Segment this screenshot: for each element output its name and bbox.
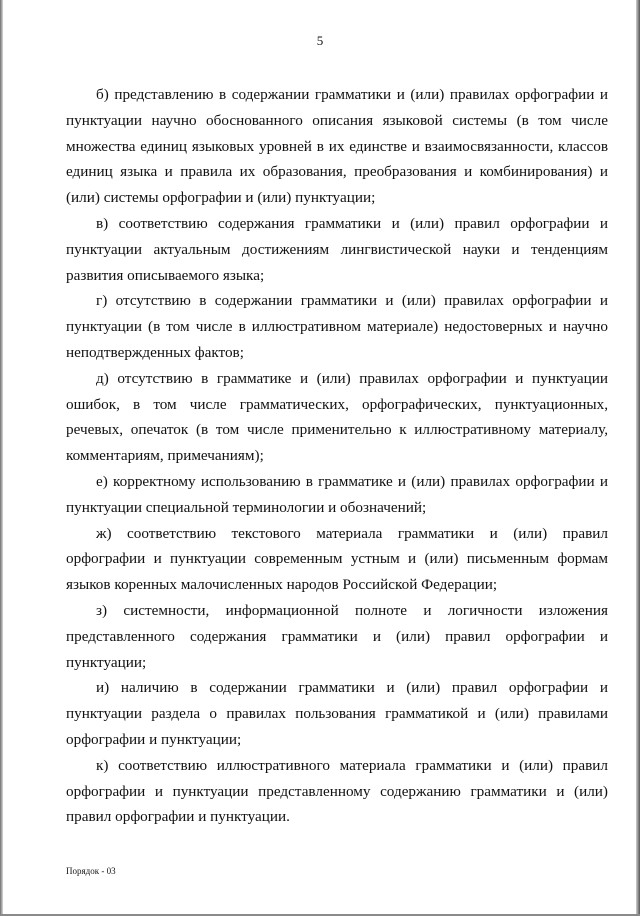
paragraph-zh: ж) соответствию текстового материала грамматики и (или) правил орфографии и пунктуации современным устным и (или) письменным формам языков коренных малочисленных народов Российской Федерации; (66, 524, 608, 594)
paragraph-k: к) соответствию иллюстративного материала грамматики и (или) правил орфографии и пунктуации представленному содержанию грамматики и (или) правил орфографии и пунктуации. (66, 756, 608, 826)
paragraph-e: е) корректному использованию в грамматике и (или) правилах орфографии и пунктуации специальной терминологии и обозначений; (66, 472, 608, 516)
footer-document-code: Порядок - 03 (66, 866, 116, 876)
paragraph-g: г) отсутствию в содержании грамматики и (или) правилах орфографии и пунктуации (в том числе в иллюстративном материале) недостоверных и научно неподтвержденных фактов; (66, 292, 608, 361)
scan-edge-left (0, 0, 3, 916)
document-body (66, 82, 608, 830)
scan-edge-right (636, 0, 640, 916)
paragraph-b: б) представлению в содержании грамматики и (или) правилах орфографии и пунктуации научно обоснованного описания языковой системы (в том числе множества единиц языковых уровней в их единстве и взаимосвязанности, классов единиц языка и правила их образования, преобразования и комбинирования) и (или) системы орфографии и (или) пунктуации; (66, 86, 608, 207)
paragraph-z: з) системности, информационной полноте и логичности изложения представленного содержания грамматики и (или) правил орфографии и пунктуации; (66, 601, 608, 671)
paragraph-i: и) наличию в содержании грамматики и (или) правил орфографии и пунктуации раздела о правилах пользования грамматикой и (или) правилами орфографии и пунктуации; (66, 679, 608, 748)
page-number: 5 (316, 33, 324, 48)
paragraph-v: в) соответствию содержания грамматики и (или) правил орфографии и пунктуации актуальным достижениям лингвистической науки и тенденциям развития описываемого языка; (66, 214, 608, 284)
paragraph-d: д) отсутствию в грамматике и (или) правилах орфографии и пунктуации ошибок, в том числе грамматических, орфографических, пунктуационных, речевых, опечаток (в том числе применительно к иллюстративному материалу, комментариям, примечаниям); (66, 369, 608, 465)
